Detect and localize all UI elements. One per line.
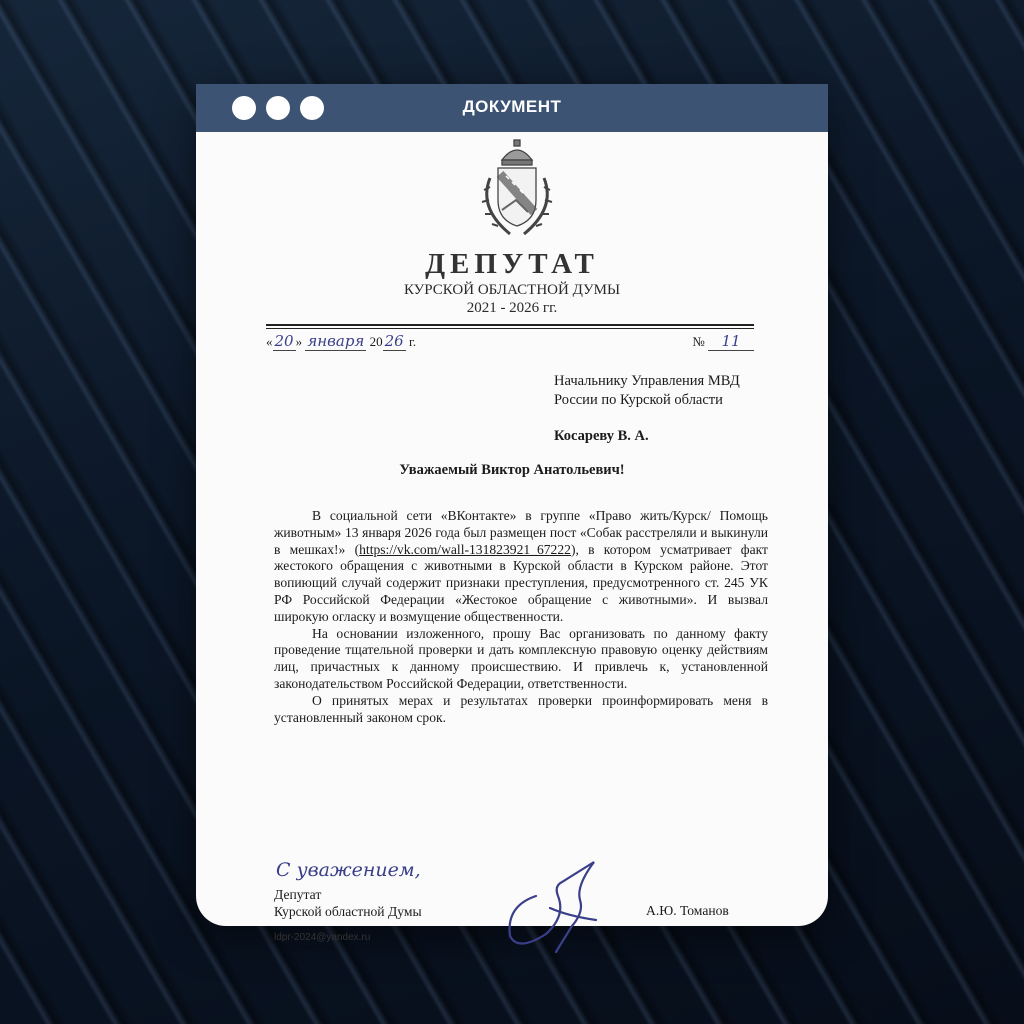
- body-paragraph-1: [274, 508, 768, 626]
- date-month: января: [307, 332, 365, 350]
- window-titlebar: [196, 84, 828, 132]
- date-year-suffix: 26: [384, 332, 404, 350]
- addressee-block: [554, 372, 794, 410]
- date-day: 20: [274, 332, 294, 350]
- date-year-prefix: 20: [369, 334, 383, 349]
- body-paragraph-2: На основании изложенного, прошу Вас организовать по данному факту проведение тщательной проверки и дать комплексную правовую оценку действиям лиц, причастных к данному происшествию. И привлечь к, установленной законодательством Российской Федерации, ответственности.: [274, 625, 768, 691]
- footer-email[interactable]: ldpr-2024@yandex.ru: [274, 932, 371, 943]
- date-quote-close: »: [295, 334, 303, 349]
- coat-of-arms-emblem: [472, 138, 562, 238]
- body-p1-text-end: ), в котором усматривает факт жестокого обращения с животными в Курской области в Курском районе. Этот вопиющий случай содержит признаки преступления, предусмотренного ст. 245 УК РФ Российской Федерации «Жестокое обращение с животными». И вызвал широкую огласку и возмущение общественности.: [274, 541, 768, 624]
- handwritten-closing: [274, 852, 424, 884]
- letterhead-subtitle: КУРСКОЙ ОБЛАСТНОЙ ДУМЫ: [403, 282, 621, 298]
- document-number: 11: [708, 332, 754, 351]
- date-year-unit: г.: [408, 334, 417, 349]
- letterhead-rule: [266, 324, 754, 326]
- signatory-name: А.Ю. Томанов: [646, 903, 729, 918]
- letterhead-years: 2021 - 2026 гг.: [466, 300, 558, 316]
- date-number-line: [266, 330, 754, 354]
- document-number-field: [692, 332, 754, 351]
- number-label: №: [692, 334, 705, 349]
- letterhead-rule-thin: [266, 328, 754, 329]
- addressee-line-2: России по Курской области: [554, 392, 723, 408]
- position-line-1: Депутат: [274, 887, 322, 902]
- signature-image: [496, 856, 616, 956]
- body-paragraph-3: О принятых мерах и результатах проверки проинформировать меня в установленный законом срок.: [274, 692, 768, 725]
- window-title: ДОКУМЕНТ: [462, 97, 562, 116]
- letterhead-title: ДЕПУТАТ: [425, 248, 599, 280]
- position-line-2: Курской областной Думы: [274, 904, 422, 919]
- greeting: Уважаемый Виктор Анатольевич!: [399, 462, 625, 478]
- date-quote-open: «: [266, 334, 273, 349]
- addressee-line-1: Начальнику Управления МВД: [554, 373, 740, 389]
- addressee-name: Косареву В. А.: [554, 428, 649, 444]
- body-p1-text: В социальной сети «ВКонтакте» в группе «Право жить/Курск/ Помощь животным» 13 января 2026 года был размещен пост «Собак расстреляли и выкинули в мешках!» (: [274, 508, 768, 557]
- vk-post-link[interactable]: https://vk.com/wall-131823921_67222: [359, 541, 571, 557]
- handwritten-closing-text: С уважением,: [276, 859, 421, 881]
- letter-page: [196, 132, 828, 943]
- document-window: [196, 84, 828, 943]
- letter-body: [274, 508, 768, 726]
- date-field: [266, 332, 416, 351]
- signatory-position: [274, 886, 422, 920]
